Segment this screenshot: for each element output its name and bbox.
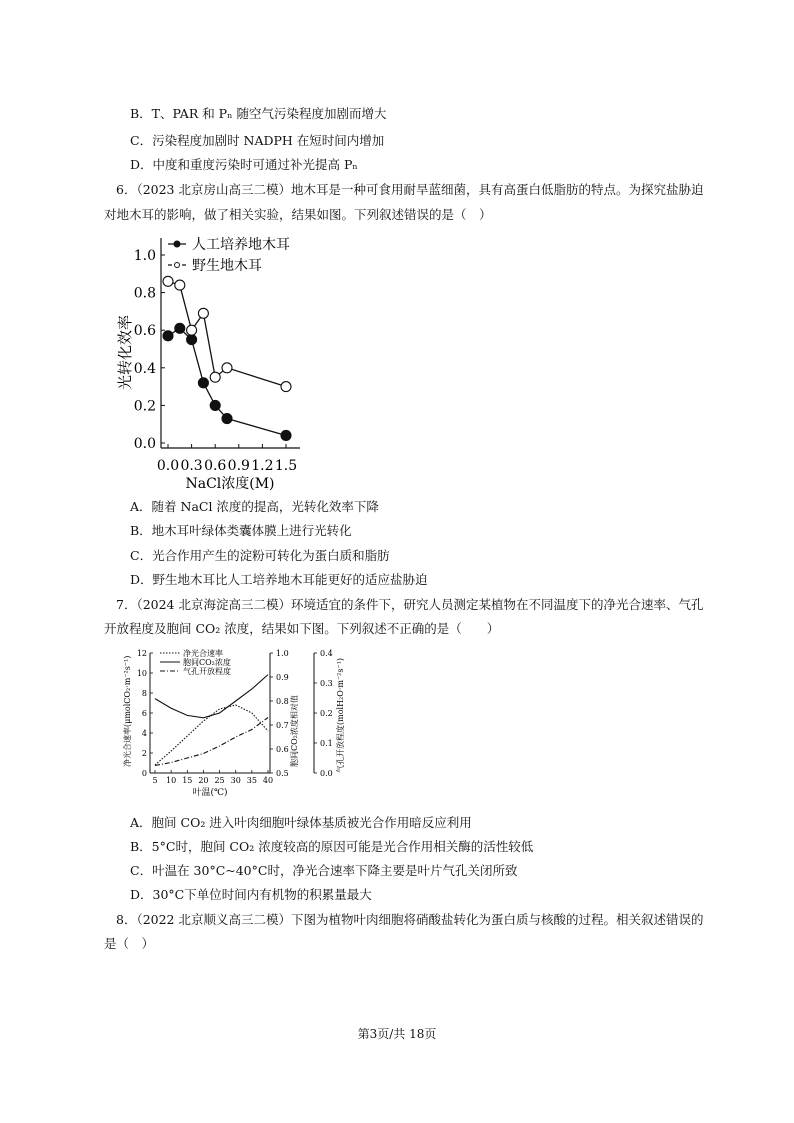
- q7-legend-stomata: 气孔开放程度: [183, 667, 231, 676]
- q7-option-c: C．叶温在 30°C~40°C时，净光合速率下降主要是叶片气孔关闭所致: [130, 863, 518, 878]
- q7-left-tick-label: 10: [136, 669, 147, 678]
- q6-stem-line1: 6．（2023 北京房山高三二模）地木耳是一种可食用耐旱蓝细菌，具有高蛋白低脂肪的特点。为探究盐胁迫: [116, 182, 704, 197]
- q6-point-cultured: [198, 378, 208, 388]
- q7-right1-tick-label: 1.0: [276, 649, 289, 658]
- q6-point-wild: [198, 308, 208, 318]
- q7-ylabel-left: 净光合速率(μmolCO₂·m⁻²s⁻¹): [123, 655, 132, 767]
- q6-ylabel: 光转化效率: [116, 314, 134, 390]
- q7-xlabel: 叶温(℃): [192, 788, 228, 798]
- q6-point-wild: [210, 372, 220, 382]
- q6-point-cultured: [281, 430, 291, 440]
- q7-right2-tick-label: 0.0: [320, 769, 333, 778]
- q6-ytick-label: 0.4: [133, 360, 156, 377]
- q7-legend-net: 净光合速率: [183, 649, 223, 658]
- q7-right1-tick-label: 0.5: [276, 769, 289, 778]
- q7-left-tick-label: 4: [141, 729, 147, 738]
- q8-stem-line2: 是（ ）: [104, 936, 155, 951]
- q6-ytick-label: 0.0: [133, 436, 156, 452]
- q6-legend-cultured: 人工培养地木耳: [192, 237, 290, 253]
- q7-option-a: A．胞间 CO₂ 进入叶肉细胞叶绿体基质被光合作用暗反应利用: [130, 815, 472, 830]
- q7-option-b: B．5°C时，胞间 CO₂ 浓度较高的原因可能是光合作用相关酶的活性较低: [130, 839, 534, 854]
- q6-option-d: D．野生地木耳比人工培养地木耳能更好的适应盐胁迫: [130, 572, 428, 587]
- q7-chart: [118, 645, 358, 800]
- q7-left-tick-label: 12: [136, 649, 147, 658]
- q7-series-line-0: [155, 705, 268, 765]
- q7-right1-tick-label: 0.8: [276, 697, 289, 706]
- q7-right2-tick-label: 0.3: [320, 679, 333, 688]
- q7-series-line-2: [155, 718, 268, 766]
- q7-left-tick-label: 2: [141, 749, 147, 758]
- q6-ytick-label: 1.0: [133, 248, 156, 264]
- q6-xtick-label: 0.0: [156, 458, 180, 474]
- q7-option-d: D．30°C下单位时间内有机物的积累量最大: [130, 887, 372, 902]
- q6-legend-wild: 野生地木耳: [192, 258, 262, 274]
- q7-right1-tick-label: 0.9: [276, 673, 289, 682]
- q7-right1-tick-label: 0.7: [276, 721, 289, 730]
- q7-ylabel-right2: 气孔开放程度(molH₂O·m⁻²s⁻¹): [336, 657, 345, 773]
- q7-left-tick-label: 6: [141, 709, 147, 718]
- q7-legend-ci: 胞间CO₂浓度: [183, 658, 231, 667]
- q6-point-wild: [163, 276, 173, 286]
- q6-point-cultured: [175, 323, 185, 333]
- q6-ytick-label: 0.2: [133, 398, 156, 415]
- q7-xtick-label: 30: [230, 776, 241, 785]
- q6-point-wild: [175, 280, 185, 290]
- q6-point-cultured: [187, 335, 197, 345]
- q6-ytick-label: 0.6: [133, 323, 156, 340]
- q6-point-wild: [187, 325, 197, 335]
- q6-chart: [108, 230, 308, 495]
- q7-xtick-label: 20: [198, 776, 209, 785]
- q6-point-cultured: [163, 331, 173, 341]
- q6-xlabel: NaCl浓度(M): [185, 476, 275, 492]
- q5-option-d: D．中度和重度污染时可通过补光提高 Pₙ: [130, 157, 358, 172]
- q6-point-wild: [281, 382, 291, 392]
- q6-xtick-label: 0.3: [180, 458, 203, 474]
- q7-right2-tick-label: 0.1: [320, 739, 333, 748]
- q6-xtick-label: 0.9: [227, 458, 250, 474]
- q6-point-cultured: [210, 400, 220, 410]
- q7-xtick-label: 10: [166, 776, 177, 785]
- q7-xtick-label: 15: [182, 776, 193, 785]
- q5-option-c: C．污染程度加剧时 NADPH 在短时间内增加: [130, 133, 385, 148]
- q6-xtick-label: 0.6: [204, 458, 227, 474]
- q6-xtick-label: 1.5: [274, 458, 298, 474]
- q7-left-tick-label: 0: [141, 769, 147, 778]
- q7-stem-line1: 7．（2024 北京海淀高三二模）环境适宜的条件下，研究人员测定某植物在不同温度下的净光合速率、气孔: [116, 597, 704, 612]
- q6-ytick-label: 0.8: [133, 285, 156, 302]
- q7-left-tick-label: 8: [141, 689, 147, 698]
- q6-option-a: A．随着 NaCl 浓度的提高，光转化效率下降: [130, 499, 379, 514]
- q7-right2-tick-label: 0.2: [320, 709, 333, 718]
- q7-stem-line2: 开放程度及胞间 CO₂ 浓度，结果如下图。下列叙述不正确的是（ ）: [104, 621, 500, 636]
- page-footer: 第3页/共 18页: [357, 1027, 437, 1041]
- q7-xtick-label: 35: [246, 776, 257, 785]
- q7-right1-tick-label: 0.6: [276, 745, 289, 754]
- q6-point-wild: [222, 363, 232, 373]
- q7-xtick-label: 40: [262, 776, 274, 785]
- q7-xtick-label: 25: [214, 776, 225, 785]
- q6-stem-line2: 对地木耳的影响，做了相关实验，结果如图。下列叙述错误的是（ ）: [104, 207, 492, 222]
- q7-right2-tick-label: 0.4: [320, 649, 333, 658]
- q6-option-c: C．光合作用产生的淀粉可转化为蛋白质和脂肪: [130, 548, 390, 563]
- q6-point-cultured: [222, 414, 232, 424]
- q6-option-b: B．地木耳叶绿体类囊体膜上进行光转化: [130, 523, 352, 538]
- q8-stem-line1: 8．（2022 北京顺义高三二模）下图为植物叶肉细胞将硝酸盐转化为蛋白质与核酸的过程。相关叙述错误的: [116, 912, 704, 927]
- q6-xtick-label: 1.2: [251, 458, 274, 474]
- q7-ylabel-right1: 胞间CO₂浓度相对值: [290, 695, 299, 767]
- q7-xtick-label: 5: [152, 776, 158, 785]
- q7-series-line-1: [155, 675, 268, 718]
- q5-option-b: B．T、PAR 和 Pₙ 随空气污染程度加剧而增大: [130, 106, 387, 121]
